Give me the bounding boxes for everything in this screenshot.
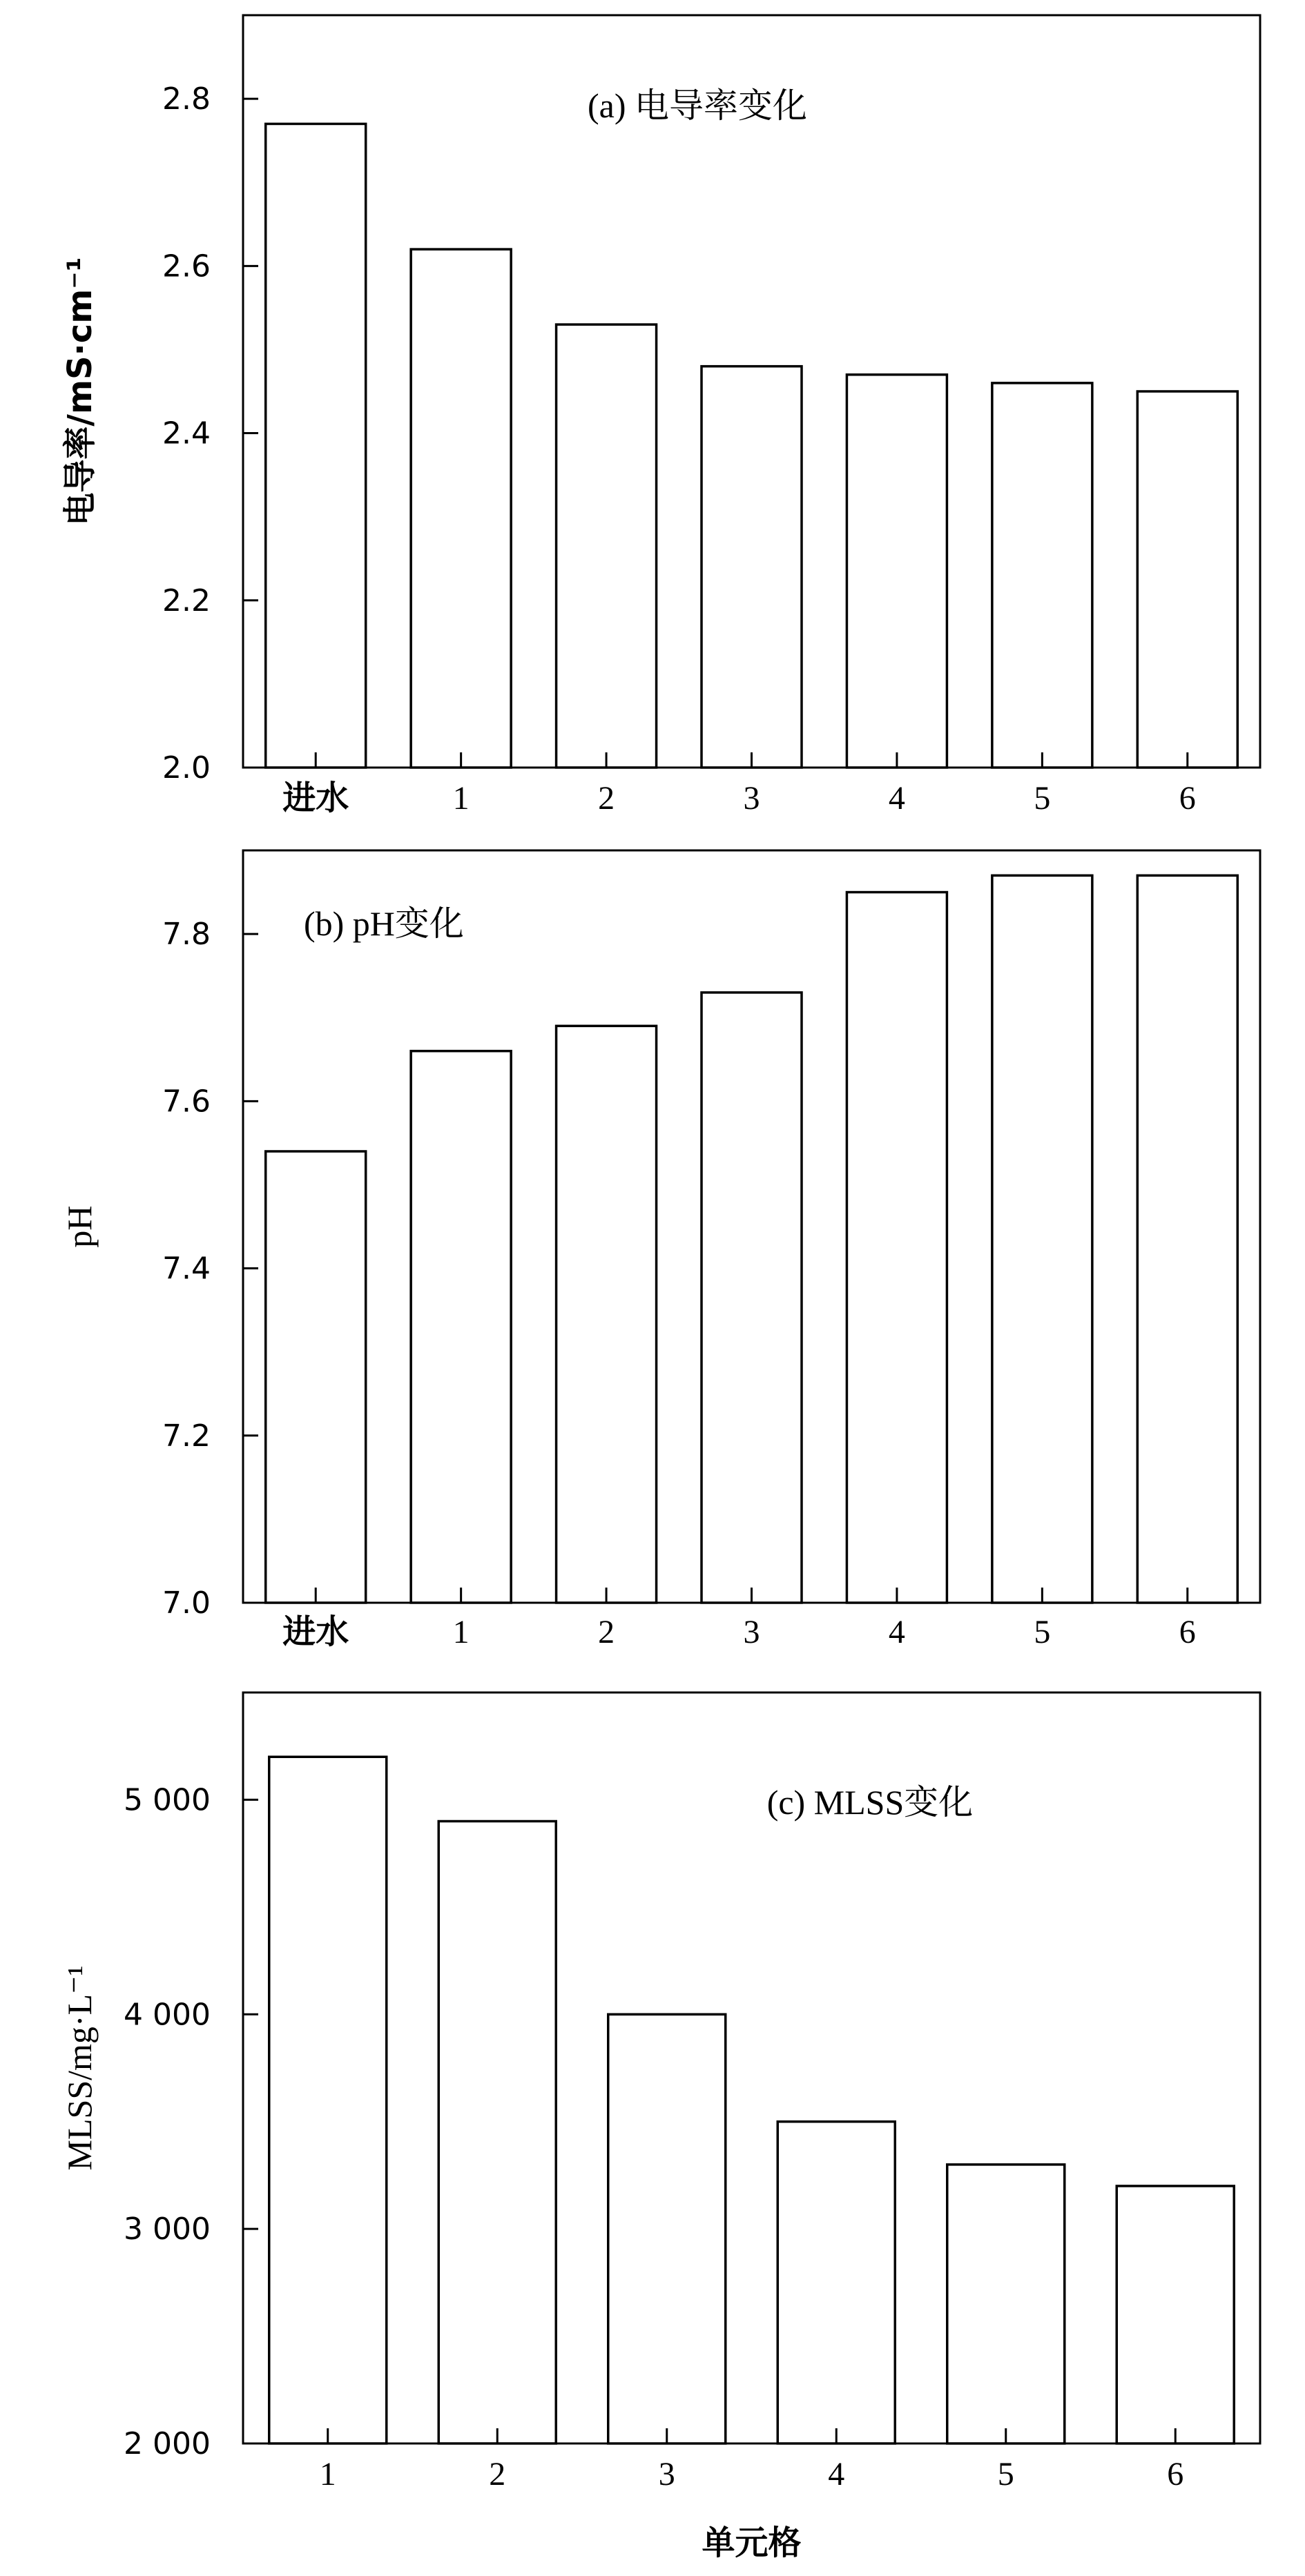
x-tick-label-1: 1 xyxy=(452,780,470,817)
y-tick-label: 4 000 xyxy=(124,1997,211,2033)
x-tick-label-5: 5 xyxy=(1034,780,1051,817)
x-tick-label-6: 6 xyxy=(1179,780,1196,817)
y-axis-label: MLSS/mg·L⁻¹ xyxy=(60,1965,99,2171)
x-tick-label-2: 2 xyxy=(598,1614,615,1650)
panel-annotation: (a) 电导率变化 xyxy=(588,86,807,125)
bar-4 xyxy=(847,892,947,1603)
x-tick-label-3: 3 xyxy=(658,2456,675,2492)
bar-6 xyxy=(1137,875,1237,1603)
x-tick-label-4: 4 xyxy=(888,780,905,817)
bar-2 xyxy=(557,324,657,768)
y-tick-label: 7.8 xyxy=(162,917,211,953)
y-tick-label: 2.2 xyxy=(162,583,211,618)
bar-2 xyxy=(557,1026,657,1603)
x-tick-label-6: 6 xyxy=(1167,2456,1184,2492)
y-tick-label: 7.4 xyxy=(162,1251,211,1287)
y-tick-label: 2.4 xyxy=(162,416,211,451)
x-tick-label-2: 2 xyxy=(489,2456,506,2492)
plot-frame xyxy=(243,1692,1260,2443)
x-tick-label-3: 3 xyxy=(743,780,760,817)
bar-2 xyxy=(438,1822,556,2443)
panel-annotation: (c) MLSS变化 xyxy=(766,1783,974,1822)
x-tick-label-5: 5 xyxy=(1034,1614,1051,1650)
x-tick-label-1: 1 xyxy=(319,2456,336,2492)
bar-1 xyxy=(269,1757,387,2443)
x-tick-label-1: 1 xyxy=(452,1614,470,1650)
chart-panel-mlss xyxy=(60,1692,1260,2562)
y-tick-label: 2.8 xyxy=(162,81,211,117)
x-tick-label-3: 3 xyxy=(743,1614,760,1650)
bar-1 xyxy=(411,1051,511,1603)
y-tick-label: 7.2 xyxy=(162,1418,211,1454)
x-axis-label: 单元格 xyxy=(702,2524,802,2562)
x-tick-label-4: 4 xyxy=(828,2456,845,2492)
x-tick-label-6: 6 xyxy=(1179,1614,1196,1650)
y-tick-label: 5 000 xyxy=(124,1782,211,1818)
bar-4 xyxy=(847,375,947,768)
bar-4 xyxy=(777,2122,895,2443)
x-tick-label-5: 5 xyxy=(997,2456,1014,2492)
chart-panel-ph xyxy=(60,850,1260,1651)
x-tick-label-2: 2 xyxy=(598,780,615,817)
y-tick-label: 3 000 xyxy=(124,2212,211,2247)
x-tick-label-进水: 进水 xyxy=(282,1612,349,1651)
bar-3 xyxy=(608,2014,726,2443)
bar-5 xyxy=(992,383,1092,768)
y-tick-label: 2 000 xyxy=(124,2426,211,2461)
chart-panel-conductivity xyxy=(61,15,1260,817)
bar-5 xyxy=(947,2165,1065,2443)
y-axis-label: 电导率/mS·cm⁻¹ xyxy=(61,257,99,526)
bar-3 xyxy=(702,993,802,1603)
bar-6 xyxy=(1137,391,1237,768)
x-tick-label-4: 4 xyxy=(888,1614,905,1650)
y-tick-label: 2.6 xyxy=(162,248,211,284)
y-tick-label: 7.0 xyxy=(162,1585,211,1621)
bar-6 xyxy=(1116,2186,1234,2443)
x-tick-label-进水: 进水 xyxy=(282,779,349,817)
panel-annotation: (b) pH变化 xyxy=(304,904,464,943)
bar-进水 xyxy=(266,1151,366,1603)
y-tick-label: 7.6 xyxy=(162,1084,211,1120)
bar-进水 xyxy=(266,124,366,768)
y-tick-label: 2.0 xyxy=(162,750,211,786)
bar-5 xyxy=(992,875,1092,1603)
bar-3 xyxy=(702,367,802,768)
bar-1 xyxy=(411,249,511,768)
y-axis-label: pH xyxy=(60,1205,99,1248)
